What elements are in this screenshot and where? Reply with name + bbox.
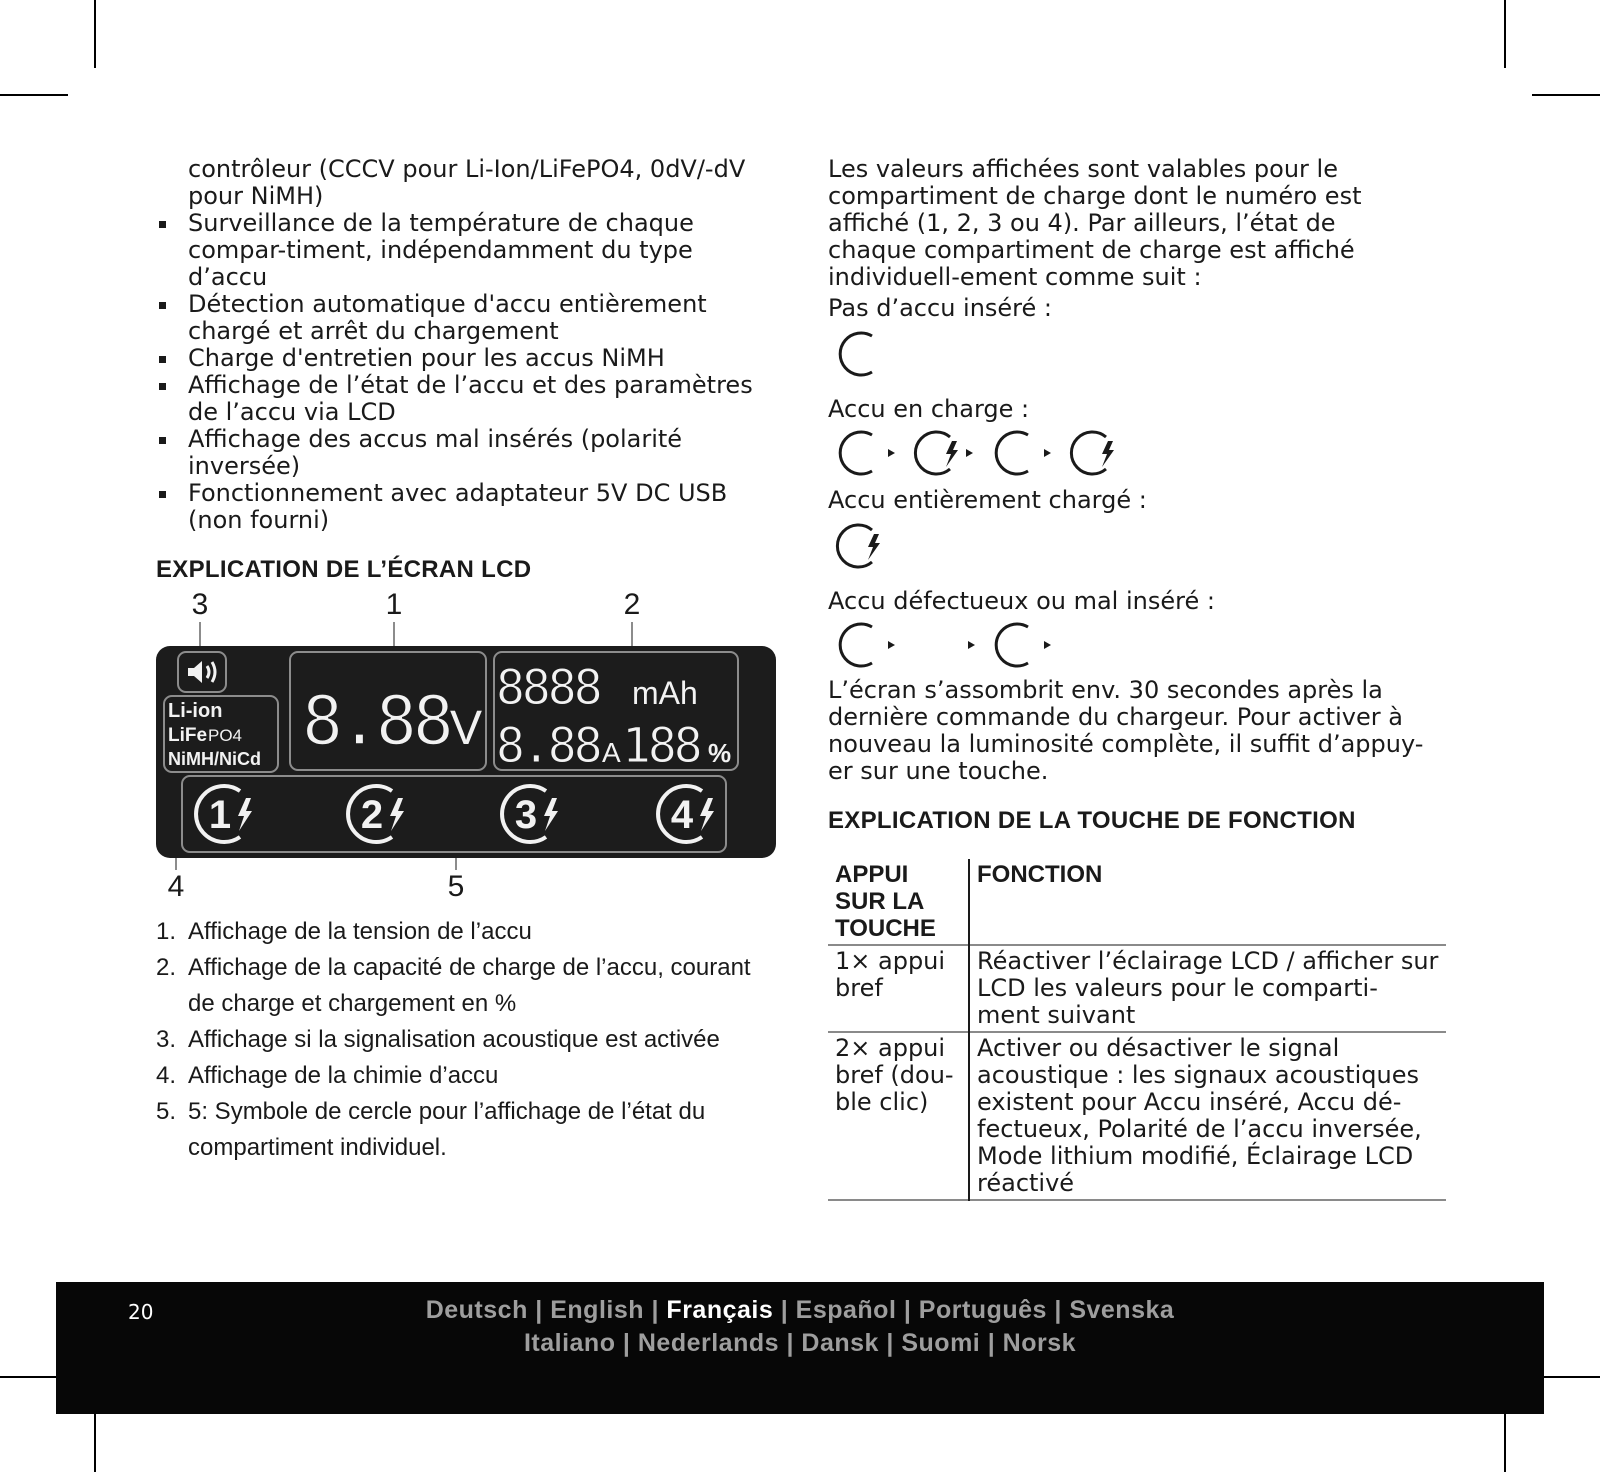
table-header-row: [828, 859, 1446, 945]
slot-number: 3: [514, 793, 538, 837]
language-link-português[interactable]: Português: [918, 1296, 1047, 1324]
language-link-suomi[interactable]: Suomi: [901, 1329, 981, 1357]
current-digits: 8.88: [496, 718, 600, 774]
language-separator: |: [527, 1296, 551, 1324]
language-separator: |: [896, 1296, 919, 1324]
callout-2: 2: [623, 588, 641, 621]
function-heading: EXPLICATION DE LA TOUCHE DE FONCTION: [828, 807, 1356, 834]
voltage-unit: V: [450, 702, 483, 755]
left-column: [156, 156, 776, 1166]
feature-list: [156, 210, 776, 534]
state-icons-full: [828, 514, 1448, 578]
language-line: [56, 1327, 1544, 1360]
callout-5: 5: [447, 870, 465, 900]
capacity-unit: mAh: [632, 675, 698, 711]
chem-li-ion: Li-ion: [168, 700, 223, 722]
crop-mark: [1532, 94, 1600, 96]
defective-sequence-icon: [828, 615, 1068, 675]
language-link-español[interactable]: Español: [795, 1296, 897, 1324]
language-link-norsk[interactable]: Norsk: [1002, 1329, 1077, 1357]
list-item: 1. Affichage de la tension de l’accu: [156, 918, 532, 945]
capacity-digits: 8888: [496, 660, 600, 716]
crop-mark: [1504, 0, 1506, 68]
cell-function: Activer ou désactiver le signal acoustique : les signaux acoustiques existent pour Accu inséré, Accu dé-fectueux, Polarité de l’accu inversée, Mode lithium modifié, Éclairage LCD réactivé: [977, 1034, 1422, 1197]
cell-press: 1× appui bref: [828, 945, 969, 1032]
current-unit: A: [602, 737, 621, 768]
percent-unit: %: [708, 738, 732, 768]
crop-mark: [94, 0, 96, 68]
dim-note: L’écran s’assombrit env. 30 secondes après la dernière commande du chargeur. Pour activer à nouveau la luminosité complète, il suffit d’appuy-er sur une touche.: [828, 676, 1424, 785]
cell-function: Réactiver l’éclairage LCD / afficher sur LCD les valeurs pour le comparti-ment suivant: [977, 947, 1439, 1029]
percent-digits: 188: [622, 718, 700, 774]
chem-nimh: NiMH/NiCd: [168, 749, 261, 769]
callout-4: 4: [167, 870, 185, 900]
intro-paragraph: Les valeurs affichées sont valables pour le compartiment de charge dont le numéro est affiché (1, 2, 3 ou 4). Par ailleurs, l’état de chaque compartiment de charge est affiché individuell-ement comme suit :: [828, 155, 1362, 291]
right-column: [828, 156, 1448, 1201]
language-separator: |: [773, 1296, 796, 1324]
feature-continuation: contrôleur (CCCV pour Li-Ion/LiFePO4, 0dV/-dV pour NiMH): [188, 155, 746, 210]
empty-circle-icon: [828, 324, 888, 384]
language-link-svenska[interactable]: Svenska: [1069, 1296, 1175, 1324]
language-link-italiano[interactable]: Italiano: [523, 1329, 616, 1357]
language-link-nederlands[interactable]: Nederlands: [637, 1329, 780, 1357]
crop-mark: [94, 1404, 96, 1472]
footer-bar: [56, 1282, 1544, 1414]
chem-life: LiFe: [168, 725, 208, 746]
lcd-explanation-list: [156, 914, 776, 1166]
slot-number: 2: [360, 793, 384, 837]
slot-number: 1: [208, 793, 232, 837]
list-item: 3. Affichage si la signalisation acoustique est activée: [156, 1026, 720, 1053]
lcd-heading: EXPLICATION DE L’ÉCRAN LCD: [156, 556, 532, 583]
language-line: [56, 1294, 1544, 1327]
function-table: [828, 859, 1446, 1201]
state-label-full: Accu entièrement chargé :: [828, 486, 1147, 514]
language-separator: |: [779, 1329, 802, 1357]
full-charge-icon: [828, 516, 888, 576]
state-label-no-battery: Pas d’accu inséré :: [828, 294, 1053, 322]
language-separator: |: [878, 1329, 902, 1357]
language-link-english[interactable]: English: [550, 1296, 645, 1324]
language-separator: |: [644, 1296, 667, 1324]
callout-3: 3: [191, 588, 209, 621]
language-link-français[interactable]: Français: [666, 1296, 774, 1324]
header-press: APPUI SUR LA TOUCHE: [828, 859, 969, 945]
list-item: Affichage de l’état de l’accu et des paramètres de l’accu via LCD: [156, 372, 776, 426]
page-number: 20: [128, 1300, 154, 1324]
callout-1: 1: [385, 588, 403, 621]
crop-mark: [0, 94, 68, 96]
list-item: Détection automatique d'accu entièrement chargé et arrêt du chargement: [156, 291, 776, 345]
language-separator: |: [615, 1329, 638, 1357]
lcd-diagram: [156, 584, 776, 900]
language-separator: |: [980, 1329, 1003, 1357]
state-icons-charging: [828, 423, 1448, 483]
language-link-dansk[interactable]: Dansk: [801, 1329, 879, 1357]
language-separator: |: [1046, 1296, 1070, 1324]
language-nav: [56, 1294, 1544, 1360]
table-row: [828, 945, 1446, 1032]
slot-number: 4: [670, 793, 694, 837]
header-function: FONCTION: [977, 861, 1103, 888]
list-item: Charge d'entretien pour les accus NiMH: [156, 345, 776, 372]
list-item: Affichage des accus mal insérés (polarité inversée): [156, 426, 688, 480]
cell-press: 2× appui bref (dou-ble clic): [828, 1032, 969, 1200]
list-item: Fonctionnement avec adaptateur 5V DC USB (non fourni): [156, 480, 776, 534]
chem-po4: PO4: [208, 726, 243, 745]
state-label-defective: Accu défectueux ou mal inséré :: [828, 587, 1215, 615]
list-item: 5. 5: Symbole de cercle pour l’affichage de l’état du compartiment individuel.: [156, 1098, 706, 1161]
list-item: Surveillance de la température de chaque compar-timent, indépendamment du type d’accu: [156, 210, 776, 291]
language-link-deutsch[interactable]: Deutsch: [425, 1296, 528, 1324]
voltage-digits: 8.88: [302, 682, 450, 761]
state-label-charging: Accu en charge :: [828, 395, 1030, 423]
list-item: 2. Affichage de la capacité de charge de l’accu, courant de charge et chargement en %: [156, 954, 751, 1017]
state-icons-defective: [828, 615, 1448, 675]
crop-mark: [1504, 1404, 1506, 1472]
charging-sequence-icon: [828, 423, 1128, 483]
list-item: 4. Affichage de la chimie d’accu: [156, 1062, 499, 1089]
table-row: [828, 1032, 1446, 1200]
state-icons-no-battery: [828, 322, 1448, 386]
